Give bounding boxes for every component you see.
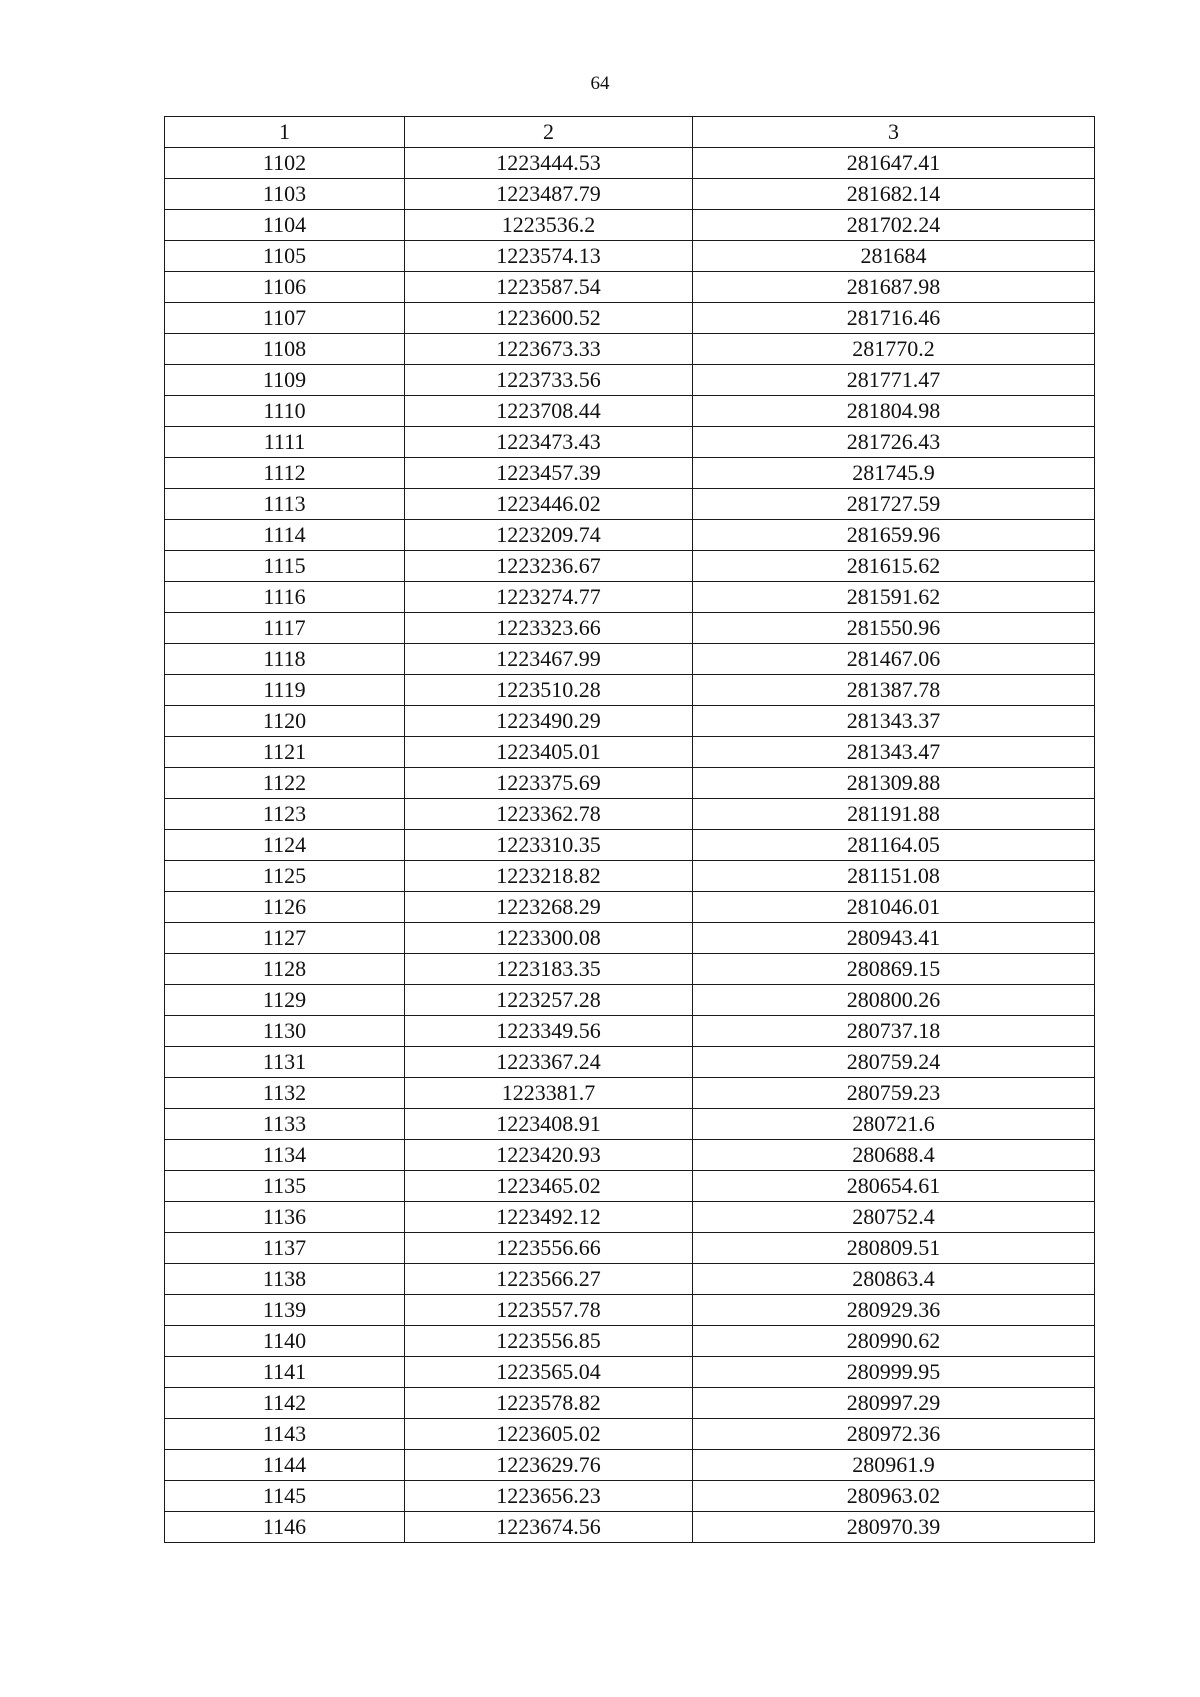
table-row [165, 1140, 1095, 1171]
coordinate-y-cell: 280999.95 [693, 1357, 1095, 1388]
point-number-cell: 1142 [165, 1388, 405, 1419]
coordinate-x-cell: 1223268.29 [405, 892, 693, 923]
table-row [165, 1388, 1095, 1419]
coordinate-y-cell: 280759.23 [693, 1078, 1095, 1109]
table-row [165, 923, 1095, 954]
coordinate-x-cell: 1223490.29 [405, 706, 693, 737]
coordinate-y-cell: 281771.47 [693, 365, 1095, 396]
table-row [165, 706, 1095, 737]
coordinate-y-cell: 280809.51 [693, 1233, 1095, 1264]
coordinate-y-cell: 280929.36 [693, 1295, 1095, 1326]
point-number-cell: 1105 [165, 241, 405, 272]
point-number-cell: 1143 [165, 1419, 405, 1450]
point-number-cell: 1128 [165, 954, 405, 985]
table-row [165, 644, 1095, 675]
coordinate-y-cell: 280963.02 [693, 1481, 1095, 1512]
table-row [165, 1295, 1095, 1326]
point-number-cell: 1124 [165, 830, 405, 861]
coordinate-x-cell: 1223566.27 [405, 1264, 693, 1295]
coordinate-y-cell: 281467.06 [693, 644, 1095, 675]
coordinate-x-cell: 1223578.82 [405, 1388, 693, 1419]
table-row [165, 210, 1095, 241]
table-row [165, 365, 1095, 396]
point-number-cell: 1109 [165, 365, 405, 396]
coordinate-x-cell: 1223536.2 [405, 210, 693, 241]
table-row [165, 830, 1095, 861]
coordinate-x-cell: 1223381.7 [405, 1078, 693, 1109]
coordinate-y-cell: 281387.78 [693, 675, 1095, 706]
table-row [165, 613, 1095, 644]
coordinate-x-cell: 1223605.02 [405, 1419, 693, 1450]
table-row [165, 1202, 1095, 1233]
coordinate-x-cell: 1223465.02 [405, 1171, 693, 1202]
coordinate-x-cell: 1223236.67 [405, 551, 693, 582]
coordinate-y-cell: 281745.9 [693, 458, 1095, 489]
coordinate-x-cell: 1223473.43 [405, 427, 693, 458]
point-number-cell: 1107 [165, 303, 405, 334]
coordinate-x-cell: 1223323.66 [405, 613, 693, 644]
point-number-cell: 1121 [165, 737, 405, 768]
coordinate-x-cell: 1223487.79 [405, 179, 693, 210]
table-row [165, 799, 1095, 830]
table-row [165, 1264, 1095, 1295]
point-number-cell: 1136 [165, 1202, 405, 1233]
point-number-cell: 1126 [165, 892, 405, 923]
coordinate-y-cell: 280721.6 [693, 1109, 1095, 1140]
coordinate-y-cell: 280654.61 [693, 1171, 1095, 1202]
point-number-cell: 1106 [165, 272, 405, 303]
coordinate-x-cell: 1223300.08 [405, 923, 693, 954]
table-row [165, 582, 1095, 613]
point-number-cell: 1141 [165, 1357, 405, 1388]
point-number-cell: 1130 [165, 1016, 405, 1047]
coordinate-y-cell: 280688.4 [693, 1140, 1095, 1171]
point-number-cell: 1129 [165, 985, 405, 1016]
coordinate-y-cell: 281343.37 [693, 706, 1095, 737]
point-number-cell: 1115 [165, 551, 405, 582]
coordinate-x-cell: 1223367.24 [405, 1047, 693, 1078]
coordinate-x-cell: 1223587.54 [405, 272, 693, 303]
point-number-cell: 1135 [165, 1171, 405, 1202]
coordinate-x-cell: 1223375.69 [405, 768, 693, 799]
coordinate-x-cell: 1223708.44 [405, 396, 693, 427]
coordinate-x-cell: 1223405.01 [405, 737, 693, 768]
table-row [165, 737, 1095, 768]
coordinate-y-cell: 281191.88 [693, 799, 1095, 830]
column-header: 1 [165, 117, 405, 148]
point-number-cell: 1103 [165, 179, 405, 210]
coordinate-x-cell: 1223420.93 [405, 1140, 693, 1171]
coordinate-x-cell: 1223209.74 [405, 520, 693, 551]
table-row [165, 458, 1095, 489]
point-number-cell: 1117 [165, 613, 405, 644]
point-number-cell: 1139 [165, 1295, 405, 1326]
point-number-cell: 1138 [165, 1264, 405, 1295]
coordinate-y-cell: 281615.62 [693, 551, 1095, 582]
coordinate-y-cell: 281164.05 [693, 830, 1095, 861]
point-number-cell: 1134 [165, 1140, 405, 1171]
table-row [165, 768, 1095, 799]
point-number-cell: 1127 [165, 923, 405, 954]
coordinate-x-cell: 1223444.53 [405, 148, 693, 179]
coordinate-y-cell: 281687.98 [693, 272, 1095, 303]
table-row [165, 1109, 1095, 1140]
coordinate-y-cell: 281151.08 [693, 861, 1095, 892]
coordinate-x-cell: 1223565.04 [405, 1357, 693, 1388]
coordinate-y-cell: 281591.62 [693, 582, 1095, 613]
point-number-cell: 1108 [165, 334, 405, 365]
table-row [165, 861, 1095, 892]
coordinate-y-cell: 280970.39 [693, 1512, 1095, 1543]
point-number-cell: 1146 [165, 1512, 405, 1543]
coordinate-y-cell: 280759.24 [693, 1047, 1095, 1078]
point-number-cell: 1145 [165, 1481, 405, 1512]
coordinate-y-cell: 280961.9 [693, 1450, 1095, 1481]
table-row [165, 551, 1095, 582]
coordinate-y-cell: 281309.88 [693, 768, 1095, 799]
coordinate-x-cell: 1223600.52 [405, 303, 693, 334]
table-row [165, 303, 1095, 334]
coordinate-y-cell: 281727.59 [693, 489, 1095, 520]
column-header: 3 [693, 117, 1095, 148]
coordinate-y-cell: 280990.62 [693, 1326, 1095, 1357]
coordinate-x-cell: 1223183.35 [405, 954, 693, 985]
point-number-cell: 1110 [165, 396, 405, 427]
table-row [165, 1450, 1095, 1481]
point-number-cell: 1102 [165, 148, 405, 179]
coordinate-x-cell: 1223467.99 [405, 644, 693, 675]
coordinate-y-cell: 281046.01 [693, 892, 1095, 923]
coordinate-y-cell: 280997.29 [693, 1388, 1095, 1419]
coordinate-x-cell: 1223457.39 [405, 458, 693, 489]
table-row [165, 1512, 1095, 1543]
table-row [165, 489, 1095, 520]
point-number-cell: 1137 [165, 1233, 405, 1264]
coordinate-y-cell: 281770.2 [693, 334, 1095, 365]
table-row [165, 272, 1095, 303]
table-row [165, 520, 1095, 551]
coordinate-x-cell: 1223492.12 [405, 1202, 693, 1233]
coordinate-x-cell: 1223446.02 [405, 489, 693, 520]
coordinate-y-cell: 281702.24 [693, 210, 1095, 241]
table-row [165, 1016, 1095, 1047]
coordinate-x-cell: 1223557.78 [405, 1295, 693, 1326]
coordinate-y-cell: 281647.41 [693, 148, 1095, 179]
point-number-cell: 1104 [165, 210, 405, 241]
table-body [165, 148, 1095, 1543]
coordinate-y-cell: 280943.41 [693, 923, 1095, 954]
point-number-cell: 1113 [165, 489, 405, 520]
coordinate-x-cell: 1223349.56 [405, 1016, 693, 1047]
coordinates-table [164, 116, 1095, 1543]
coordinate-y-cell: 281343.47 [693, 737, 1095, 768]
coordinate-x-cell: 1223556.66 [405, 1233, 693, 1264]
coordinate-x-cell: 1223310.35 [405, 830, 693, 861]
coordinate-x-cell: 1223656.23 [405, 1481, 693, 1512]
coordinate-x-cell: 1223674.56 [405, 1512, 693, 1543]
point-number-cell: 1118 [165, 644, 405, 675]
table-row [165, 1078, 1095, 1109]
coordinate-x-cell: 1223408.91 [405, 1109, 693, 1140]
coordinate-y-cell: 281716.46 [693, 303, 1095, 334]
coordinate-x-cell: 1223274.77 [405, 582, 693, 613]
coordinate-y-cell: 280737.18 [693, 1016, 1095, 1047]
point-number-cell: 1140 [165, 1326, 405, 1357]
coordinate-y-cell: 281659.96 [693, 520, 1095, 551]
point-number-cell: 1133 [165, 1109, 405, 1140]
coordinate-x-cell: 1223257.28 [405, 985, 693, 1016]
coordinate-y-cell: 280869.15 [693, 954, 1095, 985]
table-row [165, 1171, 1095, 1202]
coordinate-y-cell: 281684 [693, 241, 1095, 272]
coordinate-x-cell: 1223673.33 [405, 334, 693, 365]
point-number-cell: 1144 [165, 1450, 405, 1481]
point-number-cell: 1116 [165, 582, 405, 613]
coordinate-x-cell: 1223510.28 [405, 675, 693, 706]
point-number-cell: 1111 [165, 427, 405, 458]
point-number-cell: 1112 [165, 458, 405, 489]
point-number-cell: 1122 [165, 768, 405, 799]
coordinate-x-cell: 1223218.82 [405, 861, 693, 892]
coordinate-x-cell: 1223629.76 [405, 1450, 693, 1481]
point-number-cell: 1131 [165, 1047, 405, 1078]
coordinate-x-cell: 1223556.85 [405, 1326, 693, 1357]
table-row [165, 334, 1095, 365]
table-row [165, 1233, 1095, 1264]
point-number-cell: 1119 [165, 675, 405, 706]
point-number-cell: 1120 [165, 706, 405, 737]
table-row [165, 1357, 1095, 1388]
page-number: 64 [590, 73, 610, 94]
point-number-cell: 1114 [165, 520, 405, 551]
table-row [165, 427, 1095, 458]
coordinate-y-cell: 280752.4 [693, 1202, 1095, 1233]
table-row [165, 675, 1095, 706]
table-header-row [165, 117, 1095, 148]
point-number-cell: 1132 [165, 1078, 405, 1109]
coordinate-x-cell: 1223362.78 [405, 799, 693, 830]
coordinate-y-cell: 280800.26 [693, 985, 1095, 1016]
table-row [165, 985, 1095, 1016]
coordinate-y-cell: 281726.43 [693, 427, 1095, 458]
coordinate-y-cell: 281550.96 [693, 613, 1095, 644]
point-number-cell: 1125 [165, 861, 405, 892]
coordinate-x-cell: 1223574.13 [405, 241, 693, 272]
point-number-cell: 1123 [165, 799, 405, 830]
coordinate-x-cell: 1223733.56 [405, 365, 693, 396]
table-row [165, 954, 1095, 985]
table-row [165, 1047, 1095, 1078]
table-row [165, 179, 1095, 210]
table-row [165, 241, 1095, 272]
coordinate-y-cell: 281804.98 [693, 396, 1095, 427]
table-row [165, 148, 1095, 179]
coordinate-y-cell: 280863.4 [693, 1264, 1095, 1295]
column-header: 2 [405, 117, 693, 148]
coordinate-y-cell: 280972.36 [693, 1419, 1095, 1450]
table-row [165, 892, 1095, 923]
table-row [165, 1481, 1095, 1512]
coordinate-y-cell: 281682.14 [693, 179, 1095, 210]
table-row [165, 1326, 1095, 1357]
table-row [165, 396, 1095, 427]
table-row [165, 1419, 1095, 1450]
